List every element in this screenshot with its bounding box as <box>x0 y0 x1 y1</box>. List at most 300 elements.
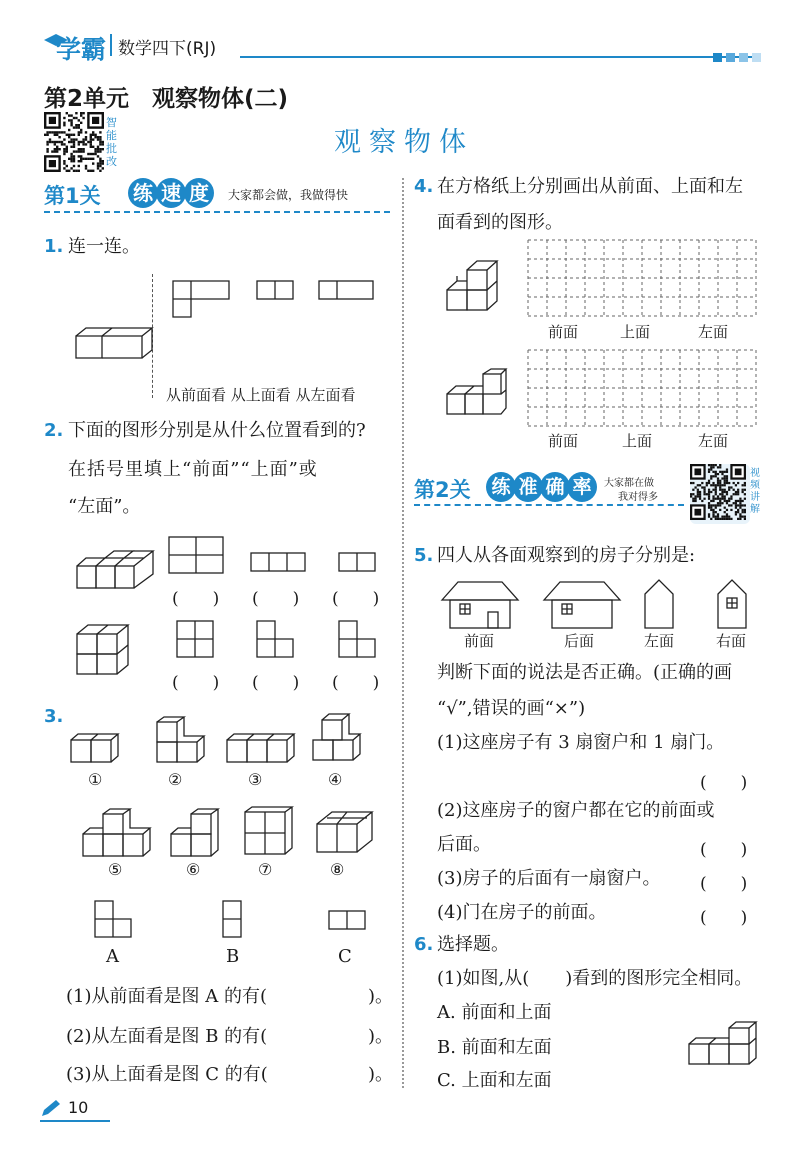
qr-module <box>78 155 80 157</box>
qr-module <box>719 482 721 484</box>
qr-module <box>721 502 723 504</box>
qr-module <box>63 143 65 145</box>
qr-right-label: 视频讲解 <box>750 468 760 515</box>
q1-number: 1. <box>44 236 64 257</box>
qr-module <box>692 500 694 502</box>
q6-option-a[interactable]: A. 前面和上面 <box>437 1002 552 1023</box>
qr-module <box>99 160 101 162</box>
q4-grid2-label-top: 上面 <box>622 432 653 450</box>
qr-module <box>97 138 99 140</box>
qr-module <box>694 498 696 500</box>
qr-module <box>742 516 744 518</box>
qr-module <box>70 141 72 143</box>
qr-module <box>54 150 56 152</box>
qr-module <box>737 509 739 511</box>
qr-finder <box>49 117 56 124</box>
q1-text: 连一连。 <box>68 236 140 257</box>
q2-answer-blank[interactable]: ( ) <box>252 589 300 609</box>
qr-module <box>80 148 82 150</box>
qr-module <box>66 170 68 172</box>
q2-answer-blank[interactable]: ( ) <box>332 589 380 609</box>
qr-module <box>78 165 80 167</box>
q5-statement-2b: 后面。 <box>437 834 491 855</box>
q6-option-b[interactable]: B. 前面和左面 <box>437 1037 552 1058</box>
qr-module <box>73 134 75 136</box>
qr-module <box>708 513 710 515</box>
qr-module <box>90 146 92 148</box>
qr-module <box>56 131 58 133</box>
qr-module <box>744 489 746 491</box>
q3-letter-C: C <box>338 946 352 967</box>
qr-module <box>703 491 705 493</box>
qr-module <box>90 158 92 160</box>
qr-module <box>99 158 101 160</box>
q5-number: 5. <box>414 545 434 566</box>
qr-module <box>70 119 72 121</box>
qr-module <box>724 516 726 518</box>
level2-slogan2: 我对得多 <box>618 492 658 503</box>
qr-module <box>73 141 75 143</box>
qr-module <box>82 158 84 160</box>
q2-view-2 <box>250 552 310 574</box>
qr-module <box>712 498 714 500</box>
qr-module <box>742 500 744 502</box>
q3-figure-5 <box>82 808 162 860</box>
qr-code-left[interactable] <box>44 112 106 174</box>
qr-module <box>701 500 703 502</box>
qr-module <box>712 464 714 466</box>
qr-module <box>710 507 712 509</box>
qr-module <box>94 136 96 138</box>
qr-module <box>697 493 699 495</box>
qr-module <box>710 477 712 479</box>
qr-module <box>717 484 719 486</box>
qr-module <box>744 484 746 486</box>
q3-number: 3. <box>44 706 64 727</box>
q3-sub1-close[interactable]: )。 <box>368 986 394 1007</box>
qr-module <box>726 477 728 479</box>
qr-module <box>712 513 714 515</box>
qr-module <box>724 484 726 486</box>
qr-module <box>717 504 719 506</box>
q4-grid-2[interactable] <box>528 350 760 430</box>
qr-finder <box>694 468 701 475</box>
qr-module <box>708 471 710 473</box>
house-right-view <box>716 578 752 632</box>
qr-module <box>90 138 92 140</box>
qr-module <box>94 153 96 155</box>
qr-module <box>717 473 719 475</box>
qr-module <box>63 117 65 119</box>
qr-module <box>90 153 92 155</box>
qr-module <box>68 141 70 143</box>
qr-module <box>724 477 726 479</box>
q3-figure-2 <box>156 716 212 768</box>
qr-module <box>85 165 87 167</box>
qr-module <box>728 500 730 502</box>
qr-module <box>715 491 717 493</box>
q2-line2: 在括号里填上“前面”“上面”或 <box>68 459 318 480</box>
qr-module <box>102 148 104 150</box>
qr-module <box>715 471 717 473</box>
qr-module <box>717 518 719 520</box>
qr-module <box>726 471 728 473</box>
qr-module <box>70 124 72 126</box>
qr-module <box>726 500 728 502</box>
q2-answer-blank[interactable]: ( ) <box>252 673 300 693</box>
qr-module <box>63 160 65 162</box>
page-number: 10 <box>68 1098 89 1117</box>
q5-answer-4[interactable]: ( ) <box>700 908 748 928</box>
q5-answer-3[interactable]: ( ) <box>700 874 748 894</box>
qr-module <box>728 498 730 500</box>
q4-grid2-label-front: 前面 <box>548 432 579 450</box>
qr-module <box>66 146 68 148</box>
qr-module <box>721 473 723 475</box>
q6-question-1: (1)如图,从( )看到的图形完全相同。 <box>437 968 753 989</box>
qr-module <box>97 136 99 138</box>
qr-module <box>737 504 739 506</box>
qr-module <box>735 513 737 515</box>
qr-module <box>85 158 87 160</box>
q4-figure-2 <box>446 368 506 424</box>
qr-module <box>706 484 708 486</box>
qr-module <box>49 138 51 140</box>
qr-module <box>715 493 717 495</box>
qr-module <box>94 148 96 150</box>
qr-module <box>699 484 701 486</box>
q3-figure-6 <box>170 808 226 860</box>
q2-figure-2 <box>76 620 136 678</box>
qr-module <box>78 124 80 126</box>
qr-module <box>715 507 717 509</box>
house-label-left: 左面 <box>644 632 675 650</box>
qr-module <box>735 493 737 495</box>
qr-module <box>699 495 701 497</box>
qr-module <box>92 158 94 160</box>
q2-view-5 <box>256 620 296 660</box>
q2-answer-blank[interactable]: ( ) <box>172 673 220 693</box>
q5-instruction-2: “√”,错误的画“×”) <box>437 698 586 719</box>
qr-module <box>710 468 712 470</box>
qr-module <box>63 122 65 124</box>
qr-module <box>70 160 72 162</box>
qr-module <box>719 493 721 495</box>
qr-module <box>737 493 739 495</box>
qr-code-right[interactable] <box>690 464 750 524</box>
qr-module <box>735 511 737 513</box>
qr-module <box>717 502 719 504</box>
qr-module <box>66 165 68 167</box>
qr-module <box>80 160 82 162</box>
qr-module <box>726 493 728 495</box>
qr-module <box>78 170 80 172</box>
qr-module <box>719 489 721 491</box>
qr-module <box>694 500 696 502</box>
qr-module <box>70 155 72 157</box>
qr-module <box>82 150 84 152</box>
qr-module <box>708 491 710 493</box>
qr-module <box>724 507 726 509</box>
qr-module <box>78 143 80 145</box>
qr-module <box>692 489 694 491</box>
qr-module <box>719 480 721 482</box>
qr-module <box>75 126 77 128</box>
q3-sub3: (3)从上面看是图 C 的有( <box>66 1064 268 1085</box>
q4-number: 4. <box>414 176 434 197</box>
qr-module <box>724 471 726 473</box>
qr-module <box>99 165 101 167</box>
qr-module <box>56 141 58 143</box>
qr-module <box>721 516 723 518</box>
q3-label-5: ⑤ <box>108 860 123 879</box>
qr-module <box>721 471 723 473</box>
q3-figure-4 <box>312 710 368 768</box>
q5-statement-2a: (2)这座房子的窗户都在它的前面或 <box>437 800 715 821</box>
qr-module <box>708 493 710 495</box>
badge-char: 率 <box>567 472 597 502</box>
qr-module <box>68 119 70 121</box>
qr-module <box>708 504 710 506</box>
qr-module <box>733 502 735 504</box>
qr-module <box>85 131 87 133</box>
qr-module <box>90 143 92 145</box>
qr-module <box>46 150 48 152</box>
qr-module <box>68 134 70 136</box>
qr-module <box>51 131 53 133</box>
header-divider <box>110 34 112 56</box>
qr-module <box>719 509 721 511</box>
qr-module <box>737 489 739 491</box>
qr-module <box>73 165 75 167</box>
qr-module <box>712 516 714 518</box>
qr-module <box>726 482 728 484</box>
brand-logo <box>40 28 110 64</box>
q4-grid1-label-top: 上面 <box>620 323 651 341</box>
qr-module <box>80 114 82 116</box>
qr-module <box>721 477 723 479</box>
qr-module <box>63 150 65 152</box>
q3-sub3-close[interactable]: )。 <box>368 1064 394 1085</box>
qr-module <box>712 489 714 491</box>
qr-module <box>90 136 92 138</box>
q2-view-3 <box>338 552 378 574</box>
qr-module <box>92 131 94 133</box>
qr-module <box>80 155 82 157</box>
qr-module <box>73 117 75 119</box>
qr-module <box>70 114 72 116</box>
qr-module <box>82 138 84 140</box>
q6-option-c[interactable]: C. 上面和左面 <box>437 1070 552 1091</box>
qr-module <box>85 136 87 138</box>
qr-module <box>726 516 728 518</box>
qr-module <box>73 158 75 160</box>
qr-module <box>46 131 48 133</box>
q5-instruction-1: 判断下面的说法是否正确。(正确的画 <box>437 662 733 683</box>
qr-module <box>690 493 692 495</box>
qr-module <box>54 141 56 143</box>
header-bar <box>0 0 800 70</box>
qr-module <box>724 495 726 497</box>
qr-module <box>70 146 72 148</box>
qr-module <box>54 134 56 136</box>
q2-answer-blank[interactable]: ( ) <box>332 673 380 693</box>
qr-module <box>46 141 48 143</box>
qr-module <box>63 162 65 164</box>
qr-module <box>92 146 94 148</box>
qr-module <box>78 131 80 133</box>
qr-module <box>719 502 721 504</box>
qr-module <box>92 162 94 164</box>
qr-module <box>710 491 712 493</box>
qr-module <box>701 486 703 488</box>
qr-module <box>58 136 60 138</box>
qr-module <box>697 484 699 486</box>
header-line <box>240 56 760 58</box>
qr-module <box>737 491 739 493</box>
qr-module <box>73 146 75 148</box>
qr-module <box>742 509 744 511</box>
house-front-view <box>440 580 520 630</box>
qr-module <box>80 129 82 131</box>
qr-module <box>724 498 726 500</box>
qr-module <box>726 475 728 477</box>
qr-module <box>742 491 744 493</box>
level1-underline <box>44 211 390 213</box>
qr-module <box>692 482 694 484</box>
level1-slogan: 大家都会做，我做得快 <box>228 188 349 202</box>
level2-banner <box>414 468 760 524</box>
qr-module <box>63 148 65 150</box>
q1-view-labels: 从前面看 从上面看 从左面看 <box>166 386 356 404</box>
qr-module <box>721 498 723 500</box>
qr-module <box>719 518 721 520</box>
footer-line <box>40 1120 110 1122</box>
qr-module <box>94 134 96 136</box>
qr-module <box>719 500 721 502</box>
qr-module <box>728 518 730 520</box>
qr-module <box>70 158 72 160</box>
qr-module <box>58 148 60 150</box>
qr-module <box>721 493 723 495</box>
qr-module <box>733 482 735 484</box>
q5-answer-1[interactable]: ( ) <box>700 773 748 793</box>
level1-label: 第1关 <box>44 184 101 208</box>
q2-answer-blank[interactable]: ( ) <box>172 589 220 609</box>
qr-module <box>90 170 92 172</box>
qr-module <box>742 484 744 486</box>
qr-finder <box>92 117 99 124</box>
qr-module <box>66 134 68 136</box>
qr-module <box>102 143 104 145</box>
q3-figure-8 <box>316 810 376 856</box>
q4-grid-1[interactable] <box>528 240 760 320</box>
qr-module <box>97 155 99 157</box>
column-divider <box>402 178 404 1088</box>
q5-statement-3: (3)房子的后面有一扇窗户。 <box>437 868 661 889</box>
qr-module <box>73 170 75 172</box>
qr-module <box>726 502 728 504</box>
qr-module <box>75 150 77 152</box>
qr-module <box>735 504 737 506</box>
qr-module <box>728 489 730 491</box>
qr-module <box>68 136 70 138</box>
qr-module <box>724 511 726 513</box>
q3-letter-B: B <box>226 946 240 967</box>
qr-module <box>44 134 46 136</box>
qr-module <box>78 134 80 136</box>
q2-number: 2. <box>44 420 64 441</box>
pencil-icon <box>40 1098 64 1118</box>
qr-module <box>739 507 741 509</box>
qr-module <box>80 131 82 133</box>
qr-module <box>744 482 746 484</box>
qr-module <box>717 513 719 515</box>
qr-module <box>87 158 89 160</box>
qr-module <box>717 498 719 500</box>
qr-module <box>63 153 65 155</box>
q5-answer-2[interactable]: ( ) <box>700 840 748 860</box>
q3-label-7: ⑦ <box>258 860 273 879</box>
qr-module <box>46 143 48 145</box>
qr-module <box>715 473 717 475</box>
qr-module <box>73 155 75 157</box>
qr-module <box>85 138 87 140</box>
qr-module <box>735 502 737 504</box>
q3-label-4: ④ <box>328 770 343 789</box>
qr-module <box>739 518 741 520</box>
qr-module <box>730 486 732 488</box>
level2-slogan1: 大家都在做 <box>604 478 654 489</box>
q2-line1: 下面的图形分别是从什么位置看到的? <box>68 420 366 441</box>
qr-module <box>699 498 701 500</box>
qr-module <box>61 143 63 145</box>
level2-underline <box>414 504 684 506</box>
unit-title: 第2单元 观察物体(二) <box>44 86 289 112</box>
badge-char: 练 <box>486 472 516 502</box>
q6-title: 选择题。 <box>437 934 509 955</box>
qr-module <box>68 129 70 131</box>
qr-module <box>735 484 737 486</box>
qr-module <box>99 150 101 152</box>
qr-module <box>54 131 56 133</box>
qr-module <box>56 150 58 152</box>
qr-module <box>710 500 712 502</box>
section-title: 观察物体 <box>334 127 474 158</box>
house-label-front: 前面 <box>464 632 495 650</box>
qr-module <box>70 134 72 136</box>
badge-char: 准 <box>513 472 543 502</box>
qr-module <box>73 143 75 145</box>
qr-module <box>70 138 72 140</box>
q4-grid2-label-left: 左面 <box>698 432 729 450</box>
q3-sub2-close[interactable]: )。 <box>368 1026 394 1047</box>
qr-module <box>61 141 63 143</box>
qr-module <box>70 122 72 124</box>
qr-module <box>94 150 96 152</box>
q3-figure-1 <box>70 730 120 766</box>
qr-module <box>742 489 744 491</box>
qr-module <box>78 126 80 128</box>
q1-view-two-squares <box>256 280 296 302</box>
q5-text: 四人从各面观察到的房子分别是: <box>437 545 696 566</box>
qr-module <box>80 112 82 114</box>
qr-module <box>742 504 744 506</box>
qr-module <box>58 131 60 133</box>
qr-module <box>739 516 741 518</box>
q3-sub2: (2)从左面看是图 B 的有( <box>66 1026 268 1047</box>
qr-module <box>710 484 712 486</box>
